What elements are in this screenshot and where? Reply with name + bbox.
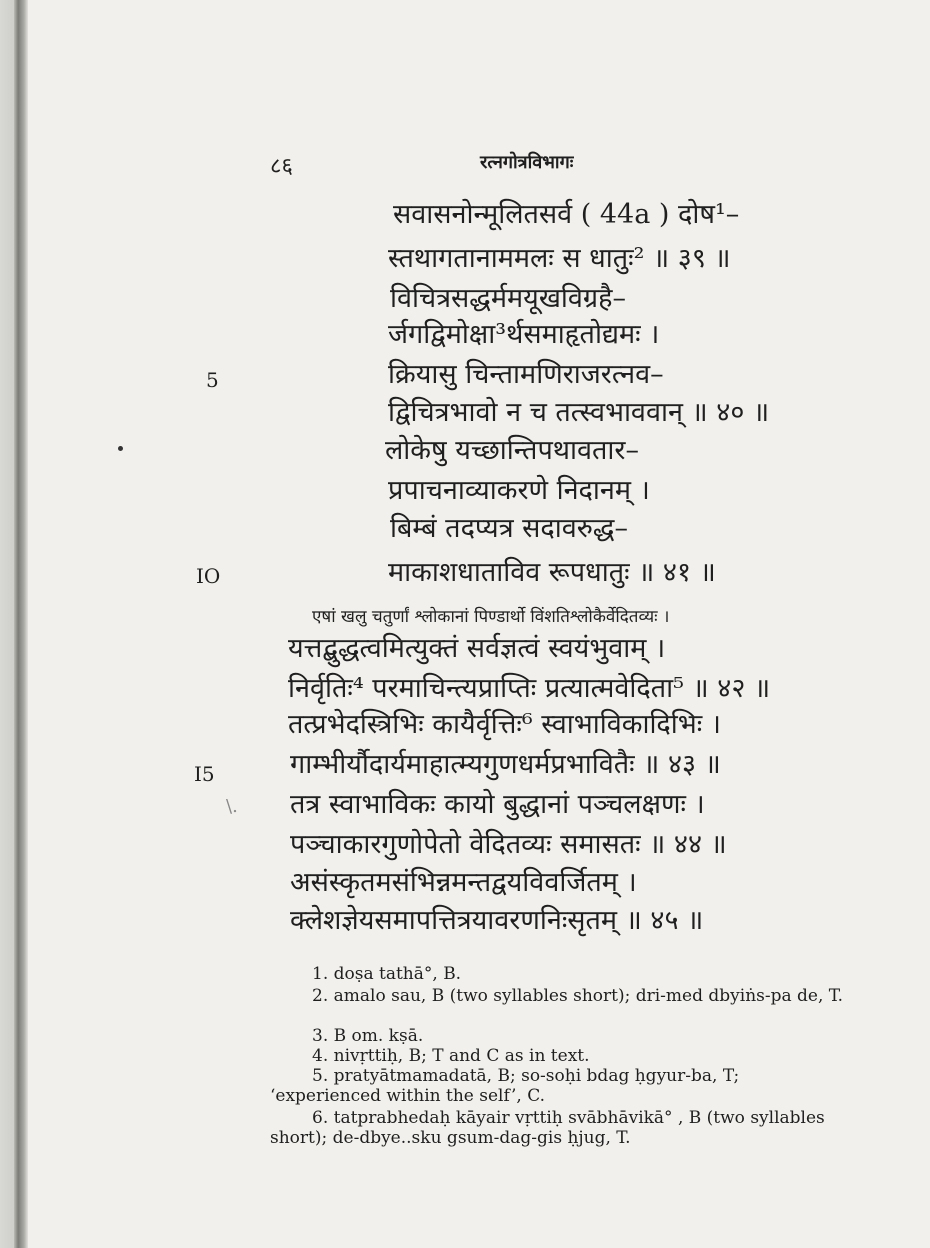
text-line: गाम्भीर्यौदार्यमाहात्म्यगुणधर्मप्रभावितैः ॥ ४३ ॥ <box>290 749 721 780</box>
text-line: स्तथागतानाममलः स धातुः² ॥ ३९ ॥ <box>388 243 731 274</box>
text-line: द्विचित्रभावो न च तत्स्वभाववान् ॥ ४० ॥ <box>388 397 770 428</box>
text-line: बिम्बं तदप्यत्र सदावरुद्ध– <box>390 513 628 544</box>
footnote: 2. amalo sau, B (two syllables short); dri-med dbyiṅs-pa de, T. <box>312 986 844 1006</box>
book-spine <box>14 0 28 1248</box>
running-title: रत्नगोत्रविभागः <box>480 152 574 173</box>
margin-mark: \. <box>226 796 238 817</box>
text-line: सवासनोन्मूलितसर्व ( 44a ) दोष¹– <box>393 199 740 230</box>
page-edge <box>0 0 14 1248</box>
prose-line: एषां खलु चतुर्णां श्लोकानां पिण्डार्थो विंशतिश्लोकैर्वेदितव्यः । <box>312 607 670 627</box>
text-line: पञ्चाकारगुणोपेतो वेदितव्यः समासतः ॥ ४४ ॥ <box>290 829 727 860</box>
text-line: क्रियासु चिन्तामणिराजरत्नव– <box>388 359 664 390</box>
text-line: माकाशधाताविव रूपधातुः ॥ ४१ ॥ <box>388 557 716 588</box>
text-line: प्रपाचनाव्याकरणे निदानम् । <box>388 475 650 506</box>
text-line: र्जगद्विमोक्षा³र्थसमाहृतोद्यमः । <box>388 319 660 350</box>
text-line: असंस्कृतमसंभिन्नमन्तद्वयविवर्जितम् । <box>290 867 637 898</box>
text-line: निर्वृतिः⁴ परमाचिन्त्यप्राप्तिः प्रत्यात्मवेदिता⁵ ॥ ४२ ॥ <box>288 673 771 704</box>
line-number: I5 <box>194 762 215 786</box>
line-number: IO <box>196 564 221 588</box>
text-line: विचित्रसद्धर्ममयूखविग्रहै– <box>390 283 626 314</box>
text-line: तत्प्रभेदस्त्रिभिः कायैर्वृत्तिः⁶ स्वाभाविकादिभिः । <box>288 709 722 740</box>
footnote: 6. tatprabhedaḥ kāyair vṛttiḥ svābhāvikā° , B (two syllables short); de-dbye..sku gsum-dag-gis ḥjug, T. <box>270 1108 825 1148</box>
ink-dot <box>118 446 123 451</box>
text-line: लोकेषु यच्छान्तिपथावतार– <box>385 435 639 466</box>
line-number: 5 <box>206 368 219 392</box>
text-line: यत्तद्बुद्धत्वमित्युक्तं सर्वज्ञत्वं स्वयंभुवाम् । <box>288 633 666 664</box>
page-number: ८६ <box>270 154 293 179</box>
footnote: 3. B om. kṣā. <box>312 1026 424 1046</box>
footnote: 5. pratyātmamadatā, B; so-soḥi bdag ḥgyur-ba, T; ‘experienced within the self’, C. <box>270 1066 740 1106</box>
text-line: क्लेशज्ञेयसमापत्तित्रयावरणनिःसृतम् ॥ ४५ ॥ <box>290 905 704 936</box>
footnote: 1. doṣa tathā°, B. <box>312 964 462 984</box>
text-line: तत्र स्वाभाविकः कायो बुद्धानां पञ्चलक्षणः । <box>290 789 705 820</box>
footnote: 4. nivṛttiḥ, B; T and C as in text. <box>312 1046 590 1066</box>
